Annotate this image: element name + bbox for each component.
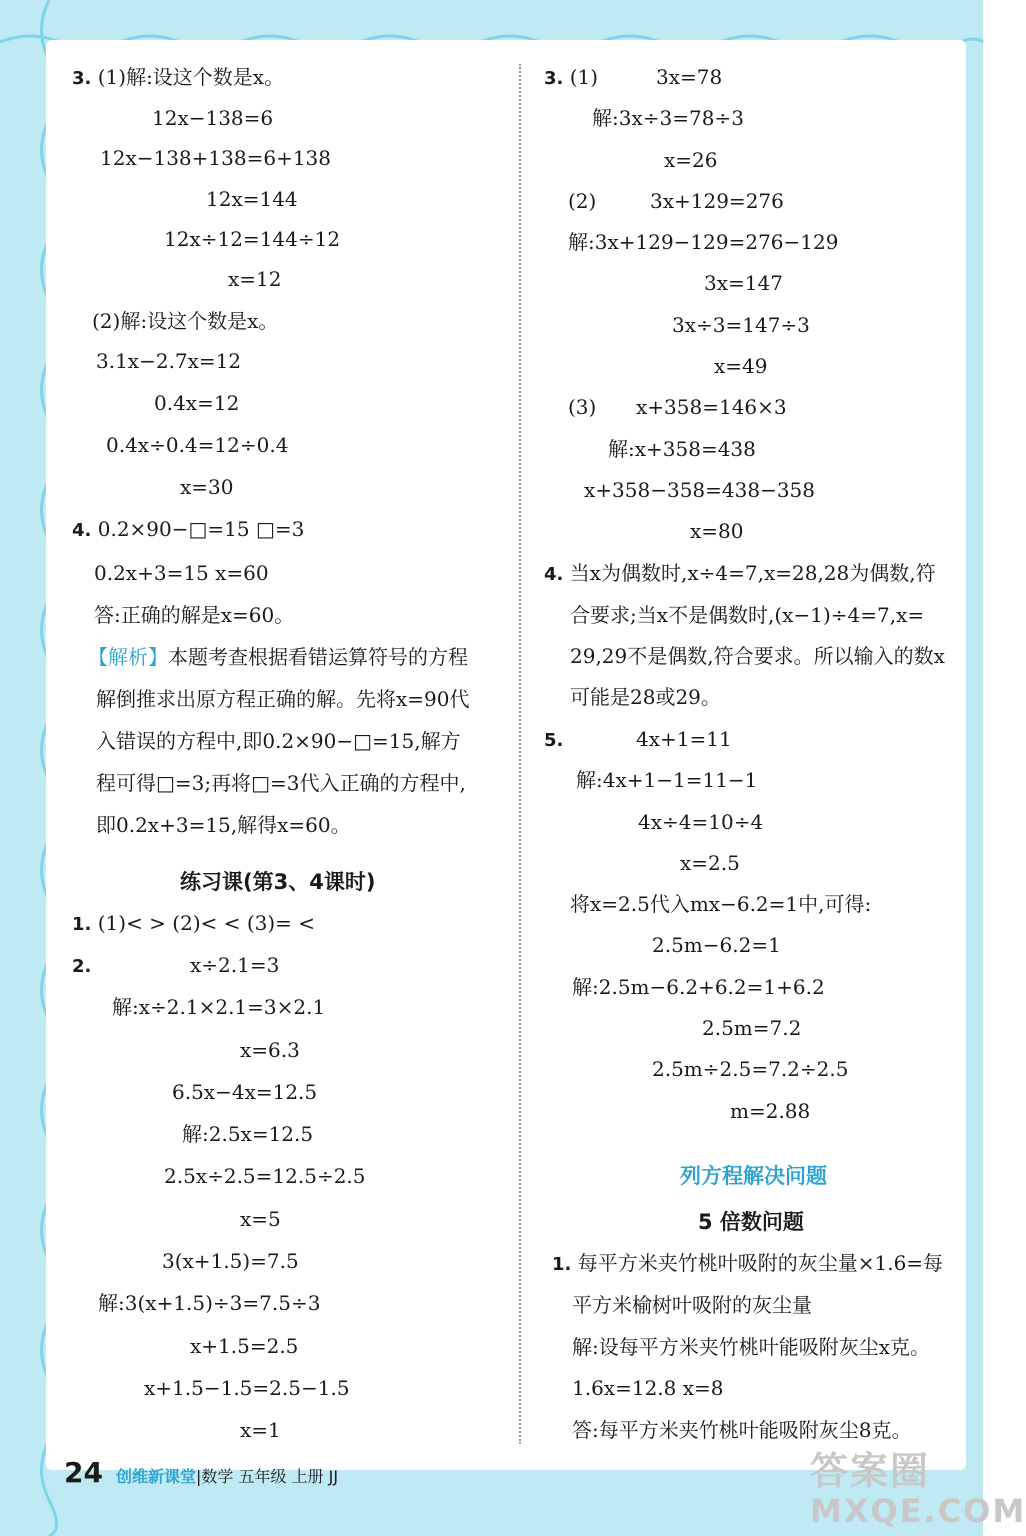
equation-line: 解:x÷2.1×2.1=3×2.1 [112,995,326,1019]
text-line: 解:设每平方米夹竹桃叶能吸附灰尘x克。 [572,1335,931,1359]
analysis-tag: 【解析】 [88,645,168,669]
equation-line: x=49 [714,354,768,378]
sub-heading: 5 倍数问题 [698,1210,804,1234]
question-text: (1)解:设这个数是x。 [97,65,285,89]
analysis-line: 即0.2x+3=15,解得x=60。 [96,813,351,837]
equation-line: 4x÷4=10÷4 [638,810,764,834]
question-number: 2. [72,956,92,977]
section-heading: 列方程解决问题 [680,1164,827,1188]
equation-line: x÷2.1=3 [190,953,280,977]
question-number: 4. [544,564,564,585]
footer-info [116,1464,338,1487]
watermark-line1: 答案圈 [810,1449,931,1493]
left-q4-line1 [72,516,304,544]
equation-line: 6.5x−4x=12.5 [172,1080,318,1104]
question-number: 3. [544,68,564,89]
left-p2-line [72,952,91,980]
answer-line: 答:正确的解是x=60。 [94,603,295,627]
question-text: 当x为偶数时,x÷4=7,x=28,28为偶数,符 [569,561,936,585]
equation-line: 3x=147 [704,271,783,295]
equation-line: 2.5m=7.2 [702,1016,802,1040]
equation-line: 0.4x÷0.4=12÷0.4 [106,433,289,457]
equation-line: x=26 [664,148,718,172]
right-q5-line1 [544,726,563,754]
text-line: 29,29不是偶数,符合要求。所以输入的数x [570,644,945,668]
equation-line: 2.5x÷2.5=12.5÷2.5 [164,1164,366,1188]
equation-line: 解:x+358=438 [608,437,756,461]
practice-heading: 练习课(第3、4课时) [180,870,376,894]
equation-line: 0.4x=12 [154,391,240,415]
text-line: 合要求;当x不是偶数时,(x−1)÷4=7,x= [570,603,925,627]
equation-line: 解:3x÷3=78÷3 [592,106,744,130]
sub-label: (2) [568,189,597,213]
question-number: 5. [544,730,564,751]
equation-line: x+1.5−1.5=2.5−1.5 [144,1376,350,1400]
equation-line: 解:3x+129−129=276−129 [568,230,839,254]
equation-line: x=12 [228,267,282,291]
equation-line: x+1.5=2.5 [190,1334,299,1358]
equation-line: 3x÷3=147÷3 [672,313,810,337]
equation-line: x=30 [180,475,234,499]
equation-line: 3.1x−2.7x=12 [96,349,242,373]
equation-line: x=6.3 [240,1038,300,1062]
watermark-line2: MXQE.COM [810,1492,1026,1530]
question-number: 4. [72,520,92,541]
analysis-text: 本题考查根据看错运算符号的方程 [168,645,468,669]
left-p1-line [72,910,315,938]
sub-question-header: (2)解:设这个数是x。 [92,309,279,333]
sub-label: (1) [569,65,599,89]
column-divider [519,64,521,1444]
watermark-logo [800,1440,1026,1536]
analysis-line: 入错误的方程中,即0.2×90−□=15,解方 [96,729,461,753]
analysis-line: 解倒推求出原方程正确的解。先将x=90代 [96,687,470,711]
text-line: 平方米榆树叶吸附的灰尘量 [572,1293,812,1317]
equation-line: 12x÷12=144÷12 [164,227,341,251]
equation-line: 12x=144 [206,187,298,211]
equation-line: 解:2.5x=12.5 [182,1122,314,1146]
equation-line: 3(x+1.5)=7.5 [162,1249,299,1273]
right-s1-line1 [552,1250,943,1278]
right-q3-header [544,64,598,92]
question-text: 每平方米夹竹桃叶吸附的灰尘量×1.6=每 [577,1251,944,1275]
equation-line: 3x=78 [656,65,723,89]
sub-label: (3) [568,395,597,419]
text-line: 可能是28或29。 [570,685,721,709]
equation-line: 0.2x+3=15 x=60 [94,561,269,585]
right-q4-line1 [544,560,936,588]
footer-brand: 创维新课堂 [116,1467,197,1486]
question-text: (1)< > (2)< < (3)= < [97,911,316,935]
equation-line: x=80 [690,519,744,543]
page-number: 24 [64,1456,103,1489]
question-number: 1. [552,1254,572,1275]
text-line: 将x=2.5代入mx−6.2=1中,可得: [570,892,872,916]
equation-line: 3x+129=276 [650,189,784,213]
analysis-line [88,644,468,670]
equation-line: 12x−138=6 [152,106,274,130]
equation-line: x+358−358=438−358 [584,478,816,502]
equation-line: 解:3(x+1.5)÷3=7.5÷3 [98,1291,321,1315]
question-number: 1. [72,914,92,935]
equation-line: 解:4x+1−1=11−1 [576,768,758,792]
equation-line: x+358=146×3 [636,395,787,419]
equation-line: 4x+1=11 [636,727,732,751]
equation-line: x=5 [240,1207,281,1231]
footer-subject: |数学 五年级 上册 JJ [196,1467,339,1486]
equation-line: 12x−138+138=6+138 [100,146,332,170]
question-number: 3. [72,68,92,89]
equation-line: x=2.5 [680,851,740,875]
equation-line: m=2.88 [730,1099,811,1123]
analysis-line: 程可得□=3;再将□=3代入正确的方程中, [96,771,466,795]
left-q3-header [72,64,284,92]
equation-line: x=1 [240,1418,281,1442]
question-text: 0.2×90−□=15 □=3 [97,517,305,541]
equation-line: 解:2.5m−6.2+6.2=1+6.2 [572,975,825,999]
answer-line: 答:每平方米夹竹桃叶能吸附灰尘8克。 [572,1418,912,1442]
equation-line: 2.5m÷2.5=7.2÷2.5 [652,1057,849,1081]
equation-line: 2.5m−6.2=1 [652,933,781,957]
equation-line: 1.6x=12.8 x=8 [572,1376,724,1400]
